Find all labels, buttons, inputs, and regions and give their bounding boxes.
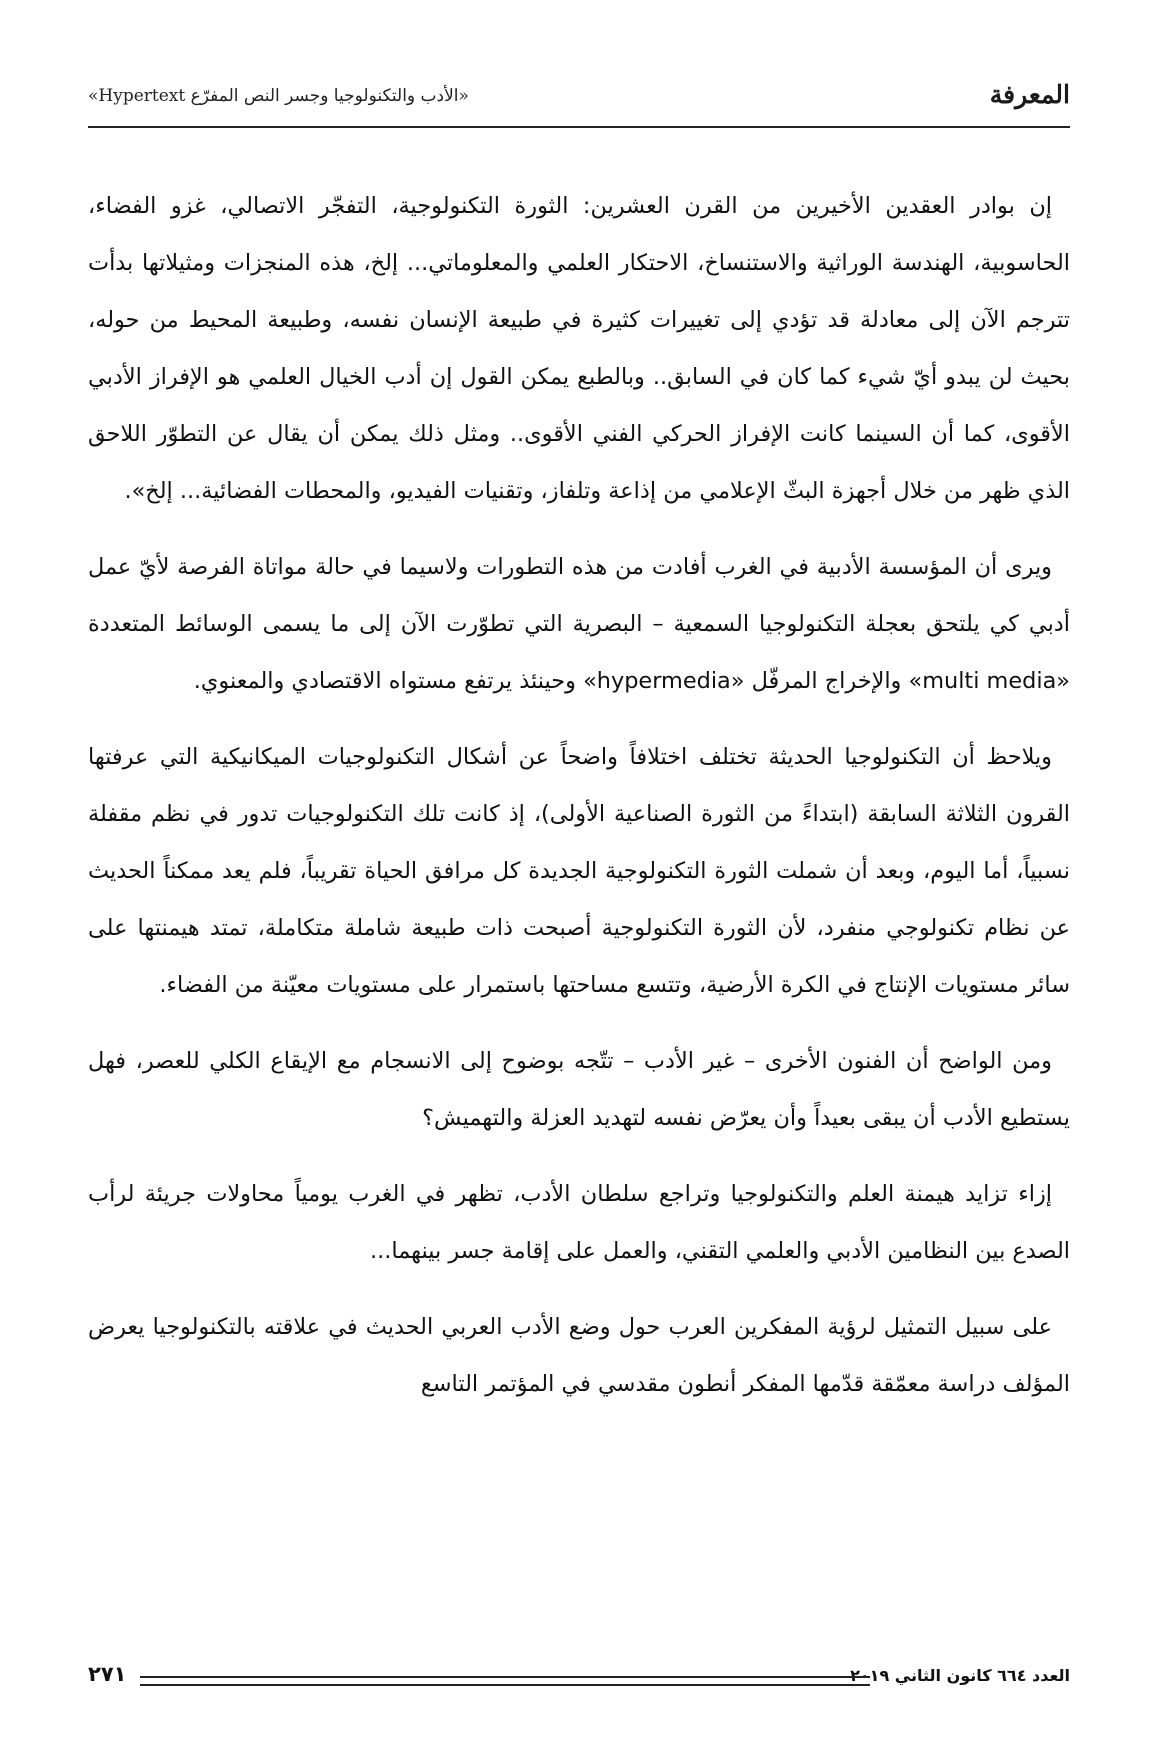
page-header	[88, 80, 1070, 128]
article-body	[88, 178, 1070, 1427]
magazine-logo: المعرفة	[989, 80, 1070, 109]
paragraph: إن بوادر العقدين الأخيرين من القرن العشرين: الثورة التكنولوجية، التفجّر الاتصالي، غزو الفضاء، الحاسوبية، الهندسة الوراثية والاستنساخ، الاحتكار العلمي والمعلوماتي... إلخ، هذه المنجزات ومثيلاتها بدأت تترجم الآن إلى معادلة قد تؤدي إلى تغييرات كثيرة في طبيعة الإنسان نفسه، وطبيعة المحيط من حوله، بحيث لن يبدو أيّ شيء كما كان في السابق.. وبالطبع يمكن القول إن أدب الخيال العلمي هو الإفراز الأدبي الأقوى، كما أن السينما كانت الإفراز الحركي الفني الأقوى.. ومثل ذلك يمكن أن يقال عن التطوّر اللاحق الذي ظهر من خلال أجهزة البثّ الإعلامي من إذاعة وتلفاز، وتقنيات الفيديو، والمحطات الفضائية... إلخ».	[88, 193, 1070, 504]
issue-label: العدد ٦٦٤ كانون الثاني ٢٠١٩	[850, 1666, 1070, 1685]
running-title: «الأدب والتكنولوجيا وجسر النص المفرّع Hypertext»	[88, 86, 469, 106]
paragraph: إزاء تزايد هيمنة العلم والتكنولوجيا وتراجع سلطان الأدب، تظهر في الغرب يومياً محاولات جريئة لرأب الصدع بين النظامين الأدبي والعلمي التقني، والعمل على إقامة جسر بينهما...	[88, 1181, 1070, 1264]
paragraph: ومن الواضح أن الفنون الأخرى – غير الأدب – تتّجه بوضوح إلى الانسجام مع الإيقاع الكلي للعصر، فهل يستطيع الأدب أن يبقى بعيداً وأن يعرّض نفسه لتهديد العزلة والتهميش؟	[88, 1048, 1070, 1131]
paragraph: على سبيل التمثيل لرؤية المفكرين العرب حول وضع الأدب العربي الحديث في علاقته بالتكنولوجيا يعرض المؤلف دراسة معمّقة قدّمها المفكر أنطون مقدسي في المؤتمر التاسع	[88, 1314, 1070, 1397]
page-number: ٢٧١	[88, 1662, 127, 1686]
page-footer	[88, 1660, 1070, 1700]
footer-double-rule	[140, 1676, 870, 1686]
header-rule	[88, 126, 1070, 128]
paragraph: ويلاحظ أن التكنولوجيا الحديثة تختلف اختلافاً واضحاً عن أشكال التكنولوجيات الميكانيكية التي عرفتها القرون الثلاثة السابقة (ابتداءً من الثورة الصناعية الأولى)، إذ كانت تلك التكنولوجيات تدور في نظم مقفلة نسبياً، أما اليوم، وبعد أن شملت الثورة التكنولوجية الجديدة كل مرافق الحياة تقريباً، فلم يعد ممكناً الحديث عن نظام تكنولوجي منفرد، لأن الثورة التكنولوجية أصبحت ذات طبيعة شاملة متكاملة، تمتد هيمنتها على سائر مستويات الإنتاج في الكرة الأرضية، وتتسع مساحتها باستمرار على مستويات معيّنة من الفضاء.	[88, 744, 1070, 998]
paragraph: ويرى أن المؤسسة الأدبية في الغرب أفادت من هذه التطورات ولاسيما في حالة مواتاة الفرصة لأيّ عمل أدبي كي يلتحق بعجلة التكنولوجيا السمعية – البصرية التي تطوّرت الآن إلى ما يسمى الوسائط المتعددة «multi media» والإخراج المرفّل «hypermedia» وحينئذ يرتفع مستواه الاقتصادي والمعنوي.	[88, 554, 1070, 694]
